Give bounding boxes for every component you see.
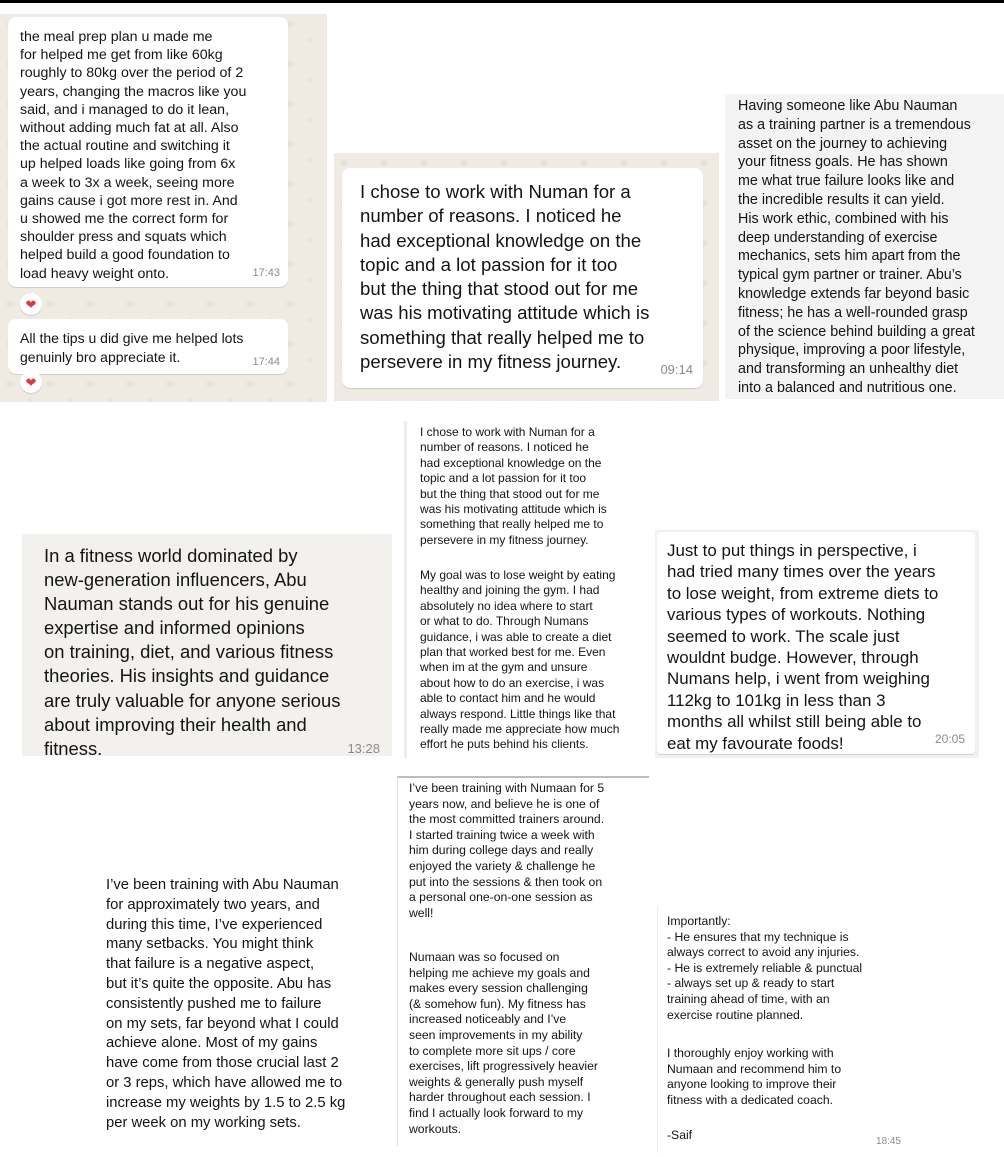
signature: -Saif [667, 1128, 693, 1142]
text-screenshot-8 [397, 776, 649, 1146]
chat-screenshot-9 [657, 906, 913, 1153]
message-time: 18:45 [875, 1136, 901, 1147]
message-text: My goal was to lose weight by eating healthy and joining the gym. I had absolutely no idea where to start or what to do. Through Numans guidance, i was able to create a diet plan that worked best for me. Even when im at the gym and unsure about how to do an exercise, i was able to contact him and he would always respond. Little things like that really made me appreciate how much effort he puts behind his clients. [420, 568, 620, 752]
message-text: I’ve been training with Numaan for 5 years now, and believe he is one of the most committed trainers around. I started training twice a week with him during college days and really enjoyed the variety & challenge he put into the sessions & then took on a personal one-on-one session as well! [409, 781, 605, 920]
message-text: I chose to work with Numan for a number of reasons. I noticed he had exceptional knowledge on the topic and a lot passion for it too but the thing that stood out for me was his motivating attitude which is something that really helped me to persevere in my fitness journey. [360, 181, 650, 373]
message-text: I chose to work with Numan for a number of reasons. I noticed he had exceptional knowledge on the topic and a lot passion for it too but the thing that stood out for me was his motivating attitude which is something that really helped me to persevere in my fitness journey. [420, 425, 607, 547]
chat-screenshot-1 [0, 14, 327, 402]
chat-screenshot-2 [334, 153, 719, 401]
message-text: Numaan was so focused on helping me achieve my goals and makes every session challenging (& somehow fun). My fitness has increased noticeably and I’ve seen improvements in my ability to complete more sit ups / core exercises, lift progressively heavier weights & generally push myself harder throughout each session. I find I actually look forward to my workouts. [409, 950, 598, 1136]
message-text: Importantly: - He ensures that my technique is always correct to avoid any injuries. - He is extremely reliable & punctual - always set up & ready to start training ahead of time, with an exercise routine planned. [667, 914, 863, 1022]
message-time: 17:44 [252, 356, 280, 368]
message-bubble [8, 17, 288, 287]
heart-icon: ❤ [25, 374, 37, 390]
message-time: 20:05 [934, 732, 965, 746]
message-bubble [342, 168, 703, 388]
message-text: In a fitness world dominated by new-generation influencers, Abu Nauman stands out for his genuine expertise and informed opinions on training, diet, and various fitness theories. His insights and guidance are truly valuable for anyone serious about improving their health and fitness. [44, 545, 341, 759]
text-screenshot-7 [106, 876, 396, 1136]
chat-screenshot-4 [22, 534, 392, 759]
message-time: 17:43 [252, 267, 280, 279]
text-screenshot-3 [725, 94, 1004, 399]
text-screenshot-5 [407, 421, 652, 758]
heart-reaction [20, 293, 42, 315]
message-text: All the tips u did give me helped lots genuinly bro appreciate it. [20, 330, 244, 365]
message-text: the meal prep plan u made me for helped me get from like 60kg roughly to 80kg over the period of 2 years, changing the macros like you said, and i managed to do it lean, without adding much fat at all. Also the actual routine and switching it up helped loads like going from 6x a week to 3x a week, seeing more gains cause i got more rest in. And u showed me the correct form for shoulder press and squats which helped build a good foundation to load heavy weight onto. [20, 29, 247, 282]
heart-icon: ❤ [25, 296, 37, 312]
message-time: 13:28 [347, 741, 380, 756]
heart-reaction [20, 371, 42, 393]
message-time: 09:14 [660, 362, 693, 377]
message-bubble [8, 319, 288, 374]
message-text: I’ve been training with Abu Nauman for approximately two years, and during this time, I’ve experienced many setbacks. You might think that failure is a negative aspect, but it’s quite the opposite. Abu has consistently pushed me to failure on my sets, far beyond what I could achieve alone. Most of my gains have come from those crucial last 2 or 3 reps, which have allowed me to increase my weights by 1.5 to 2.5 kg per week on my working sets. [106, 877, 346, 1131]
message-text: I thoroughly enjoy working with Numaan and recommend him to anyone looking to improve their fitness with a dedicated coach. [667, 1046, 842, 1107]
chat-screenshot-6 [655, 530, 979, 758]
message-text: Having someone like Abu Nauman as a training partner is a tremendous asset on the journey to achieving your fitness goals. He has shown me what true failure looks like and the incredible results it can yield. His work ethic, combined with his deep understanding of exercise mechanics, sets him apart from the typical gym partner or trainer. Abu’s knowledge extends far beyond basic fitness; he has a well-rounded grasp of the science behind building a great physique, improving a poor lifestyle, and transforming an unhealthy diet into a balanced and nutritious one. [738, 98, 975, 396]
top-border [0, 0, 1004, 3]
message-text: Just to put things in perspective, i had tried many times over the years to lose weight, from extreme diets to various types of workouts. Nothing seemed to work. The scale just wouldnt budge. However, through Numans help, i went from weighing 112kg to 101kg in less than 3 months all whilst still being able to eat my favourate foods! [667, 541, 939, 753]
message-bubble [657, 532, 975, 754]
